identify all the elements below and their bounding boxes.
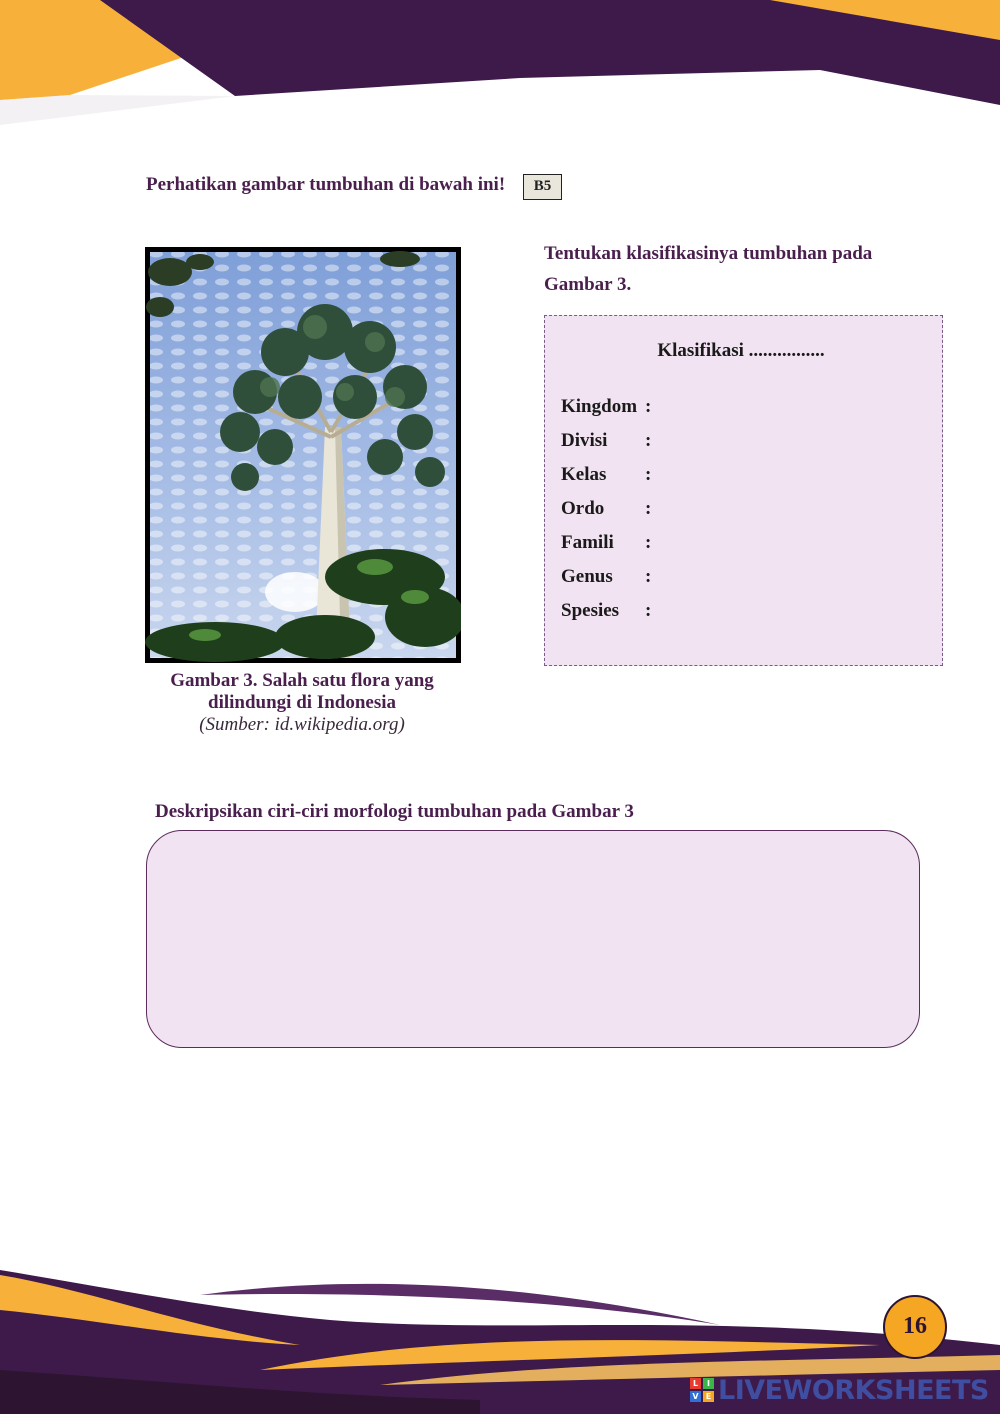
source-text: Sumber: id.wikipedia.org [205, 714, 399, 735]
row-label: Famili [561, 532, 614, 553]
source-close: ) [398, 714, 405, 735]
watermark-brand-text: LIVEWORKSHEETS [718, 1374, 989, 1406]
question1-line-2: Gambar 3. [544, 274, 632, 295]
caption-source [146, 714, 458, 736]
morphology-question: Deskripsikan ciri-ciri morfologi tumbuhan pada Gambar 3 [155, 801, 634, 822]
row-separator: : [645, 600, 652, 621]
logo-block-l: L [690, 1378, 701, 1389]
tree-photo [145, 247, 461, 663]
tree-illustration [145, 247, 461, 663]
row-label: Spesies [561, 600, 620, 621]
classification-row-genus[interactable] [561, 566, 651, 588]
classification-row-famili[interactable] [561, 532, 651, 554]
classification-question [544, 238, 924, 300]
logo-block-e: E [703, 1391, 714, 1402]
row-separator: : [645, 464, 652, 485]
instruction-text: Perhatikan gambar tumbuhan di bawah ini! [146, 174, 506, 195]
caption-line-1: Gambar 3. Salah satu flora yang [170, 670, 434, 691]
watermark-logo-blocks [690, 1378, 714, 1402]
row-label: Genus [561, 566, 613, 587]
row-label: Kingdom [561, 396, 638, 417]
classification-row-ordo[interactable] [561, 498, 651, 520]
classification-row-divisi[interactable] [561, 430, 651, 452]
row-separator: : [645, 566, 652, 587]
row-label: Divisi [561, 430, 608, 451]
question1-line-1: Tentukan klasifikasinya tumbuhan pada [544, 243, 873, 264]
logo-block-i: I [703, 1378, 714, 1389]
row-separator: : [645, 498, 652, 519]
source-open: ( [199, 714, 206, 735]
figure-caption [146, 670, 458, 736]
row-label: Ordo [561, 498, 605, 519]
row-label: Kelas [561, 464, 607, 485]
section-badge: B5 [523, 174, 562, 200]
row-separator: : [645, 532, 652, 553]
liveworksheets-watermark [690, 1374, 989, 1406]
classification-title: Klasifikasi ................ [657, 340, 825, 361]
classification-row-kelas[interactable] [561, 464, 651, 486]
classification-row-kingdom[interactable] [561, 396, 651, 418]
classification-box[interactable] [544, 315, 943, 666]
morphology-answer-box[interactable] [146, 830, 920, 1048]
top-banner-decoration [0, 0, 1000, 130]
row-separator: : [645, 430, 652, 451]
caption-line-2: dilindungi di Indonesia [208, 692, 396, 713]
classification-row-spesies[interactable] [561, 600, 651, 622]
row-separator: : [645, 396, 652, 417]
logo-block-v: V [690, 1391, 701, 1402]
page-number: 16 [883, 1295, 947, 1359]
